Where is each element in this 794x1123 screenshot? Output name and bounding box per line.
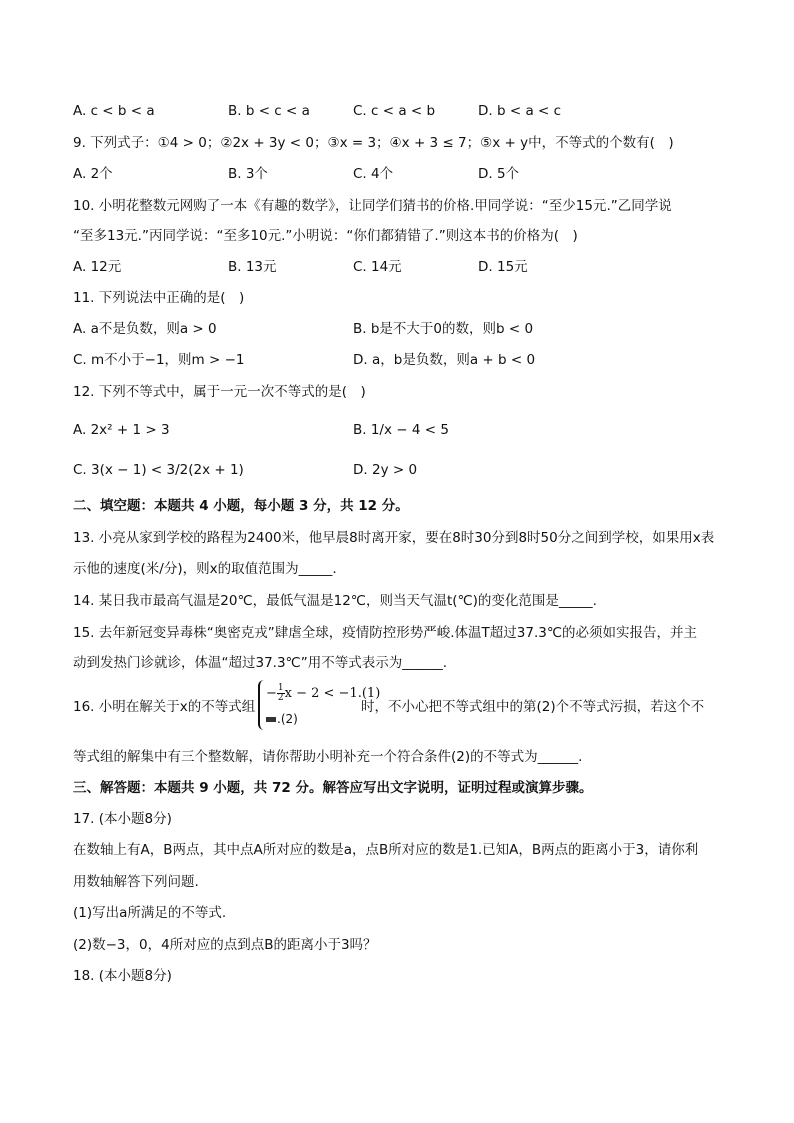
q15-line2: 动到发热门诊就诊，体温“超过37.3℃”用不等式表示为______. — [73, 655, 447, 671]
q9-stem: 9. 下列式子：①4 > 0；②2x + 3y < 0；③x = 3；④x + 3 ≤ 7；⑤x + y中，不等式的个数有( ) — [73, 135, 674, 151]
q8-option-b: B. b < c < a — [228, 103, 310, 119]
section3-heading: 三、解答题：本题共 9 小题，共 72 分。解答应写出文字说明，证明过程或演算步骤。 — [73, 780, 593, 796]
q8-option-d: D. b < a < c — [478, 103, 562, 119]
system-line-1: − $\frac{1}{2}$ x − 2 < −1.(1) — [266, 683, 381, 703]
q10-line2: “至多13元.”丙同学说：“至多10元.”小明说：“你们都猜错了.”则这本书的价格为( ) — [73, 228, 578, 244]
q12-stem: 12. 下列不等式中，属于一元一次不等式的是( ) — [73, 384, 366, 400]
q11-option-b: B. b是不大于0的数，则b < 0 — [353, 321, 534, 337]
q8-option-c: C. c < a < b — [353, 103, 436, 119]
q9-option-a: A. 2个 — [73, 166, 113, 182]
q10-line1: 10. 小明花整数元网购了一本《有趣的数学》，让同学们猜书的价格.甲同学说：“至少15元.”乙同学说 — [73, 198, 672, 214]
fraction-denominator: 2 — [277, 693, 284, 703]
q17-line1: 在数轴上有A，B两点，其中点A所对应的数是a，点B所对应的数是1.已知A，B两点的距离小于3，请你利 — [73, 842, 699, 858]
system-brace — [258, 680, 266, 730]
q17-line2: 用数轴解答下列问题. — [73, 874, 199, 890]
q11-option-a: A. a不是负数，则a > 0 — [73, 321, 217, 337]
q14-text: 14. 某日我市最高气温是20℃，最低气温是12℃，则当天气温t(℃)的变化范围是_____. — [73, 593, 597, 609]
q10-option-a: A. 12元 — [73, 259, 122, 275]
fraction-numerator: 1 — [277, 683, 284, 693]
q11-option-c: C. m不小于−1，则m > −1 — [73, 352, 245, 368]
ink-smudge — [266, 717, 276, 722]
system-line-1-rest: x − 2 < −1.(1) — [284, 686, 381, 701]
section2-heading: 二、填空题：本题共 4 小题，每小题 3 分，共 12 分。 — [73, 498, 409, 514]
q12-option-d: D. 2y > 0 — [353, 462, 418, 478]
fraction — [277, 684, 285, 703]
q13-line1: 13. 小亮从家到学校的路程为2400米，他早晨8时离开家，要在8时30分到8时50分之间到学校，如果用x表 — [73, 530, 715, 546]
q18-title: 18. (本小题8分) — [73, 968, 172, 984]
q11-stem: 11. 下列说法中正确的是( ) — [73, 290, 245, 306]
q9-option-b: B. 3个 — [228, 166, 268, 182]
q17-part1: (1)写出a所满足的不等式. — [73, 905, 227, 921]
q9-option-d: D. 5个 — [478, 166, 520, 182]
q8-option-a: A. c < b < a — [73, 103, 155, 119]
system-line-2-label: .(2) — [277, 712, 298, 726]
inequality-system — [258, 678, 381, 734]
q13-line2: 示他的速度(米/分)，则x的取值范围为_____. — [73, 561, 337, 577]
q12-option-a: A. 2x² + 1 > 3 — [73, 422, 170, 438]
q15-line1: 15. 去年新冠变异毒株“奥密克戎”肆虐全球，疫情防控形势严峻.体温T超过37.3℃的必须如实报告，并主 — [73, 625, 698, 641]
q10-option-c: C. 14元 — [353, 259, 402, 275]
q16-suffix: 时，不小心把不等式组中的第(2)个不等式污损，若这个不 — [361, 699, 705, 715]
q10-option-d: D. 15元 — [478, 259, 528, 275]
q17-title: 17. (本小题8分) — [73, 811, 172, 827]
q9-option-c: C. 4个 — [353, 166, 394, 182]
q17-part2: (2)数−3，0，4所对应的点到点B的距离小于3吗？ — [73, 937, 377, 953]
system-line-2 — [266, 712, 298, 726]
q12-option-b: B. 1/x − 4 < 5 — [353, 422, 449, 438]
q12-option-c: C. 3(x − 1) < 3/2(2x + 1) — [73, 462, 244, 478]
q10-option-b: B. 13元 — [228, 259, 277, 275]
q11-option-d: D. a，b是负数，则a + b < 0 — [353, 352, 536, 368]
q16-prefix: 16. 小明在解关于x的不等式组 — [73, 699, 256, 715]
q16-line2: 等式组的解集中有三个整数解，请你帮助小明补充一个符合条件(2)的不等式为______. — [73, 749, 583, 765]
